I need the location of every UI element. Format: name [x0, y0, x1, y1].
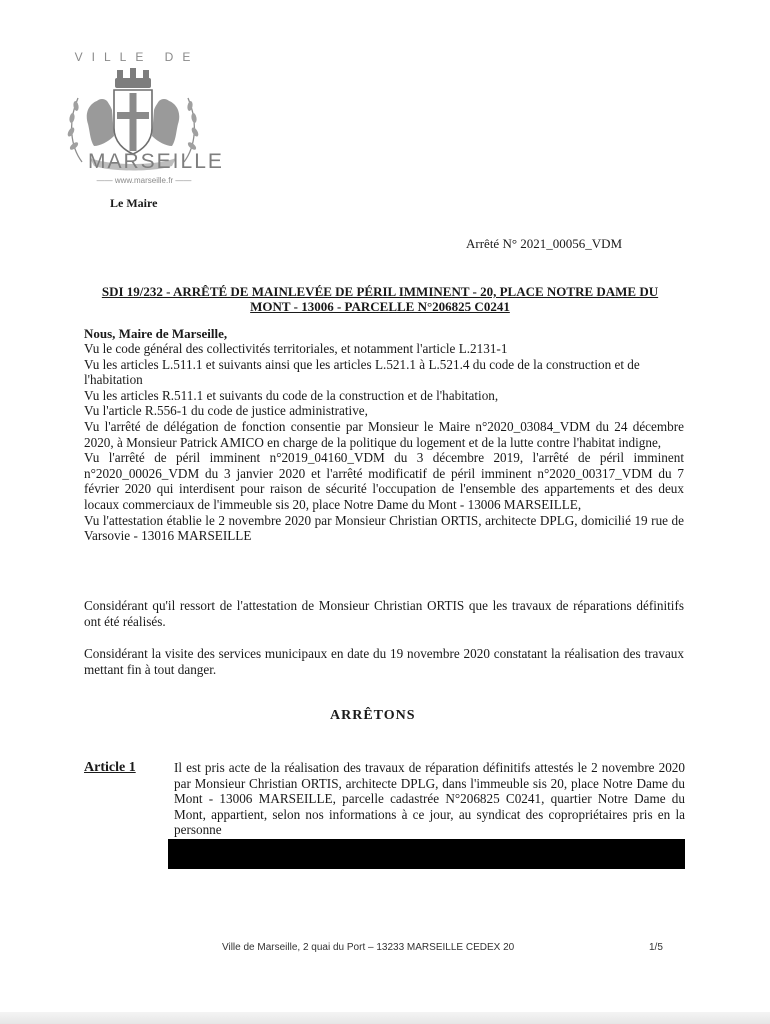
logo-ville-de: VILLE DE [74, 50, 200, 64]
document-title [80, 284, 680, 314]
vu-paragraph: Vu l'article R.556-1 du code de justice administrative, [84, 403, 368, 419]
arrete-number: Arrêté N° 2021_00056_VDM [466, 236, 623, 251]
city-logo [58, 46, 224, 196]
article-1-label: Article 1 [84, 760, 136, 775]
considerant-paragraph: Considérant qu'il ressort de l'attestation de Monsieur Christian ORTIS que les travaux de réparations définitifs ont été réalisés. [84, 598, 684, 629]
article-1-text: Il est pris acte de la réalisation des travaux de réparation définitifs attestés le 2 novembre 2020 par Monsieur Christian ORTIS, architecte DPLG, dans l'immeuble sis 20, place Notre Dame du Mont - 13006 MARSEILLE, parcelle cadastrée N°206825 C0241, quartier Notre Dame du Mont, appartient, selon nos informations à ce jour, au syndicat des copropriétaires pris en la personne [174, 760, 685, 838]
title-line-1: SDI 19/232 - ARRÊTÉ DE MAINLEVÉE DE PÉRIL IMMINENT - 20, PLACE NOTRE DAME DU [101, 284, 659, 299]
vu-citations [84, 341, 684, 544]
vu-paragraph: Vu les articles L.511.1 et suivants ainsi que les articles L.521.1 à L.521.4 du code de la construction et de l'habitation [84, 356, 640, 388]
page-number: 1/5 [649, 942, 663, 953]
redaction-bar [168, 839, 685, 869]
title-line-2: MONT - 13006 - PARCELLE N°206825 C0241 [250, 299, 510, 314]
arretons-heading: ARRÊTONS [330, 708, 416, 723]
footer-address: Ville de Marseille, 2 quai du Port – 13233 MARSEILLE CEDEX 20 [222, 942, 515, 953]
vu-paragraph: Vu l'attestation établie le 2 novembre 2020 par Monsieur Christian ORTIS, architecte DPLG, domicilié 19 rue de Varsovie - 13016 MARSEILLE [84, 512, 684, 544]
le-maire-label: Le Maire [110, 196, 158, 210]
vu-paragraph: Vu l'arrêté de délégation de fonction consentie par Monsieur le Maire n°2020_03084_VDM du 24 décembre 2020, à Monsieur Patrick AMICO en charge de la politique du logement et de la lutte contre l'habitat indigne, [84, 418, 684, 450]
logo-website: —— www.marseille.fr —— [96, 176, 192, 185]
vu-paragraph: Vu l'arrêté de péril imminent n°2019_04160_VDM du 3 décembre 2019, l'arrêté de péril imminent n°2020_00026_VDM du 3 janvier 2020 et l'arrêté modificatif de péril imminent n°2020_00317_VDM du 7 février 2020 qui interdisent pour raison de sécurité l'occupation de l'ensemble des appartements et des deux locaux commerciaux de l'immeuble sis 20, place Notre Dame du Mont - 13006 MARSEILLE, [84, 450, 684, 512]
logo-city-name: MARSEILLE [88, 150, 224, 173]
intro-line: Nous, Maire de Marseille, [84, 326, 228, 341]
scan-edge [0, 1012, 770, 1024]
vu-paragraph: Vu les articles R.511.1 et suivants du code de la construction et de l'habitation, [84, 387, 499, 403]
considerant-paragraph: Considérant la visite des services municipaux en date du 19 novembre 2020 constatant la réalisation des travaux mettant fin à tout danger. [84, 646, 684, 677]
vu-paragraph: Vu le code général des collectivités territoriales, et notamment l'article L.2131-1 [84, 341, 508, 356]
